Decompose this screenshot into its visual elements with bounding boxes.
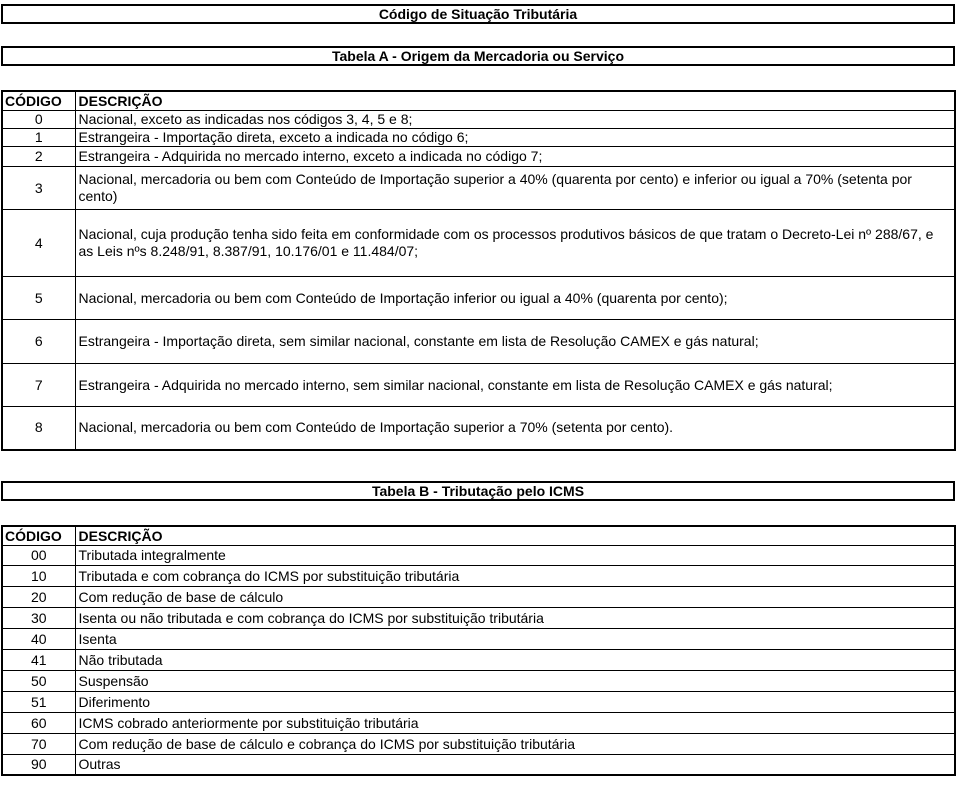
- table-row: [2, 755, 955, 775]
- table-row: [2, 734, 955, 755]
- table-a-header-row: [2, 91, 955, 111]
- row-code: 50: [2, 671, 75, 692]
- row-description: Nacional, mercadoria ou bem com Conteúdo de Importação superior a 70% (setenta por cento).: [75, 407, 955, 450]
- table-row: [2, 277, 955, 320]
- row-description: Nacional, exceto as indicadas nos códigos 3, 4, 5 e 8;: [75, 111, 955, 129]
- row-description: Nacional, cuja produção tenha sido feita em conformidade com os processos produtivos básicos de que tratam o Decreto-Lei nº 288/67, e as Leis nºs 8.248/91, 8.387/91, 10.176/01 e 11.484/07;: [75, 210, 955, 277]
- table-row: [2, 147, 955, 167]
- row-description: Estrangeira - Importação direta, exceto a indicada no código 6;: [75, 129, 955, 147]
- table-row: [2, 692, 955, 713]
- row-code: 30: [2, 608, 75, 629]
- table-b: [1, 525, 956, 776]
- row-description: Suspensão: [75, 671, 955, 692]
- row-code: 51: [2, 692, 75, 713]
- row-code: 40: [2, 629, 75, 650]
- row-description: Não tributada: [75, 650, 955, 671]
- table-row: [2, 167, 955, 210]
- table-row: [2, 407, 955, 450]
- row-description: Com redução de base de cálculo: [75, 587, 955, 608]
- row-code: 70: [2, 734, 75, 755]
- table-row: [2, 650, 955, 671]
- table-row: [2, 566, 955, 587]
- row-description: Estrangeira - Importação direta, sem similar nacional, constante em lista de Resolução CAMEX e gás natural;: [75, 320, 955, 364]
- table-row: [2, 713, 955, 734]
- table-a-title: Tabela A - Origem da Mercadoria ou Serviço: [1, 46, 955, 66]
- row-code: 90: [2, 755, 75, 775]
- row-description: Outras: [75, 755, 955, 775]
- table-row: [2, 671, 955, 692]
- table-row: [2, 111, 955, 129]
- row-description: Tributada e com cobrança do ICMS por substituição tributária: [75, 566, 955, 587]
- row-code: 5: [2, 277, 75, 320]
- row-description: Diferimento: [75, 692, 955, 713]
- table-b-header-row: [2, 526, 955, 546]
- row-description: ICMS cobrado anteriormente por substituição tributária: [75, 713, 955, 734]
- row-code: 41: [2, 650, 75, 671]
- table-a-header-code: CÓDIGO: [2, 91, 75, 111]
- row-code: 6: [2, 320, 75, 364]
- table-row: [2, 210, 955, 277]
- table-row: [2, 629, 955, 650]
- table-row: [2, 608, 955, 629]
- table-row: [2, 129, 955, 147]
- table-row: [2, 364, 955, 407]
- table-row: [2, 587, 955, 608]
- row-description: Estrangeira - Adquirida no mercado interno, exceto a indicada no código 7;: [75, 147, 955, 167]
- row-code: 0: [2, 111, 75, 129]
- row-description: Nacional, mercadoria ou bem com Conteúdo de Importação inferior ou igual a 40% (quarenta por cento);: [75, 277, 955, 320]
- row-code: 7: [2, 364, 75, 407]
- row-code: 00: [2, 546, 75, 566]
- row-code: 20: [2, 587, 75, 608]
- row-code: 4: [2, 210, 75, 277]
- row-description: Nacional, mercadoria ou bem com Conteúdo de Importação superior a 40% (quarenta por cento) e inferior ou igual a 70% (setenta por cento): [75, 167, 955, 210]
- table-b-header-desc: DESCRIÇÃO: [75, 526, 955, 546]
- row-code: 8: [2, 407, 75, 450]
- table-row: [2, 546, 955, 566]
- row-code: 1: [2, 129, 75, 147]
- row-code: 2: [2, 147, 75, 167]
- table-a-header-desc: DESCRIÇÃO: [75, 91, 955, 111]
- row-description: Estrangeira - Adquirida no mercado interno, sem similar nacional, constante em lista de Resolução CAMEX e gás natural;: [75, 364, 955, 407]
- row-description: Tributada integralmente: [75, 546, 955, 566]
- table-b-title: Tabela B - Tributação pelo ICMS: [1, 481, 955, 501]
- row-description: Isenta: [75, 629, 955, 650]
- main-title: Código de Situação Tributária: [1, 4, 955, 24]
- row-description: Com redução de base de cálculo e cobrança do ICMS por substituição tributária: [75, 734, 955, 755]
- row-description: Isenta ou não tributada e com cobrança do ICMS por substituição tributária: [75, 608, 955, 629]
- table-row: [2, 320, 955, 364]
- row-code: 60: [2, 713, 75, 734]
- table-a: [1, 90, 956, 451]
- table-b-header-code: CÓDIGO: [2, 526, 75, 546]
- row-code: 10: [2, 566, 75, 587]
- row-code: 3: [2, 167, 75, 210]
